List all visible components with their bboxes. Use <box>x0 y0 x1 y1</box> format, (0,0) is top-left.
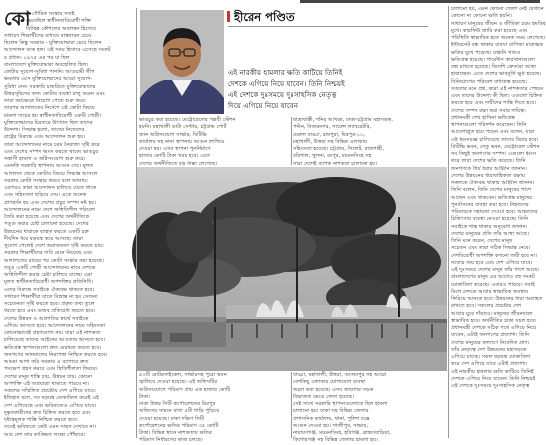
text-line: আর দেশ তার কাঙ্ক্ষিত লক্ষ্যে পৌঁছাবে। <box>4 431 86 438</box>
text-line: সুবিধা দেন। সরকারি চাকরিতে মুক্তিযোদ্ধাদের <box>4 83 96 90</box>
text-line: আদালত থেকে কোটার বিষয়ে সিদ্ধান্ত আসলে <box>4 170 98 177</box>
text-line: বাড্ডা, মহাখালী, উত্তরা, আজমপুর সহ আরো <box>293 372 387 378</box>
text-line: সারা দেশেই ব্যাপক নাশকতা চালানো হয়। <box>293 160 377 167</box>
text-line: বেশকিছু এলাকার যোগাযোগ ব্যবস্থা <box>293 379 366 386</box>
text-line: আদালতের রায়ের পর কোটা সংস্কার করা হয়েছে। <box>4 257 104 264</box>
text-line: নারায়ণগঞ্জ, ময়মনসিংহ, হবিগঞ্জ, ব্রাহ্মণবাড়িয়া, <box>293 430 391 436</box>
text-line: তারপর আদালতের নির্দেশে এই কোটা বিষয়ে <box>4 105 95 112</box>
text-line: কার্যালয় সহ নানা স্থাপনায় আগুন লাগিয়ে <box>139 138 225 145</box>
text-line: এই নারকীয় হামলার ক্ষতি কাটিয়ে তিনিই <box>451 368 534 375</box>
text-line: মিলে দেশকে আবার স্বাভাবিক অবস্থায় <box>451 288 529 295</box>
text-line: সেই সাথে সরকারি স্থাপনাগুলোতে ছিল হামলা <box>293 401 388 407</box>
text-line: ভেবেছিল স্বাধীনতাবিরোধী শক্তি <box>26 18 92 25</box>
text-line: এই দেশকে দুঃসময়ে দুঃসাহসিক নেতৃত্ব <box>451 383 530 389</box>
text-line: এগিয়ে যাচ্ছে। সকল ষড়যন্ত্র মোকাবিলা <box>451 354 531 360</box>
text-line: তিনি বলেন, তিনি দেশের মানুষের পাশে <box>451 187 532 194</box>
text-line: ভাঙচুর করা হয়েছে। মেট্রোরেলের পল্লবী স্টেশন <box>139 117 236 123</box>
text-line: সাধারণ মানুষের জীবন ও জীবিকা চরম হুমকির <box>451 20 546 27</box>
text-line: ধরতে হবে এবং গুজব প্রতিরোধ করতে হবে। <box>4 308 96 315</box>
text-line: দেশের সম্পদ রক্ষা করা সবার দায়িত্ব। <box>451 107 526 114</box>
column-divider <box>291 372 292 438</box>
text-line: রাখতে হবে। সকলের প্রচেষ্টায় দেশ <box>451 303 522 310</box>
text-line: তারা আন্দোলনের নামে চরম নৈরাজ্য সৃষ্টি করে <box>4 141 100 148</box>
text-line: ৫৩টি মোটরসাইকেল, সার্ভারসহ পুরো ভবন <box>139 372 227 378</box>
text-line: আন্দোলন ডাক হল। এই সময় হিসাবে এসেছে সংকট <box>4 47 111 54</box>
text-line: মোকাবিলা করেছে। এবারও পারবে। সবাই <box>451 281 535 288</box>
text-line: স্বাভাবিক হবে। অর্থনীতির চাকা সচল হবে। <box>451 317 537 324</box>
text-line: সরকার কোটা সংস্কার করবে বলে জানায়। <box>4 177 88 184</box>
text-line: আমরা আশা করি সরকার এ ব্যাপারে দ্রুত <box>4 359 89 365</box>
text-line: পরিবারকে সহায়তা দেওয়া হবে। আহতদের <box>451 209 538 215</box>
headline-fragment <box>300 0 540 3</box>
text-line: পঙ্গু করার চেষ্টা চালানো হয়েছে। দেশের <box>4 221 89 228</box>
text-line: সহিংসতা হয়েছে। চট্টগ্রাম, সিলেট, রাজশাহী, <box>293 146 384 152</box>
text-line: জনগণের জানমালের নিরাপত্তা নিশ্চিত করতে হবে। <box>4 351 108 358</box>
text-line: এবং তাদের উদ্দেশ্য কী ছিল। এগুলো চিহ্নিত <box>451 93 543 99</box>
text-line: প্রাণহানি হয় এবং দেশের প্রচুর সম্পদ নষ্ট হয়। <box>4 199 97 206</box>
text-line: কিশোরগঞ্জ সহ বিভিন্ন জেলায় হামলা হয়। <box>293 437 378 444</box>
text-line: তবেই ভবিষ্যতে কেউ এমন সাহস দেখাবে না। <box>4 424 96 431</box>
text-line: দেশের উন্নয়নের ধারাবাহিকতা রক্ষায় <box>451 172 525 179</box>
accent-bar <box>227 11 230 22</box>
text-line: দীর্ঘদিন ধরে ষড়যন্ত্র করে আসছে। তারা <box>4 235 83 242</box>
text-line: প্রধানমন্ত্রী শেখ হাসিনা ক্ষতিগ্রস্ত <box>451 114 515 121</box>
text-line: টা গৌরিক সংস্কার সবাই <box>26 11 75 17</box>
author-name-text: হীরেন পণ্ডিত <box>234 10 295 24</box>
text-line: উন্নয়নের ধারাকে ব্যাহত করতে একটি চক্র <box>4 228 89 235</box>
text-line: দেওয়া হয়। এসব স্থাপনা পুনর্নির্মাণে <box>139 146 211 152</box>
text-line: স্থাপনাগুলো পরিদর্শন করেছেন। তিনি <box>451 122 527 128</box>
text-line: বাংলাদেশের মানুষ এর আগেও বহু সংকট <box>451 274 535 281</box>
text-line: এদের বিরুদ্ধে সবাইকে ঐক্যবদ্ধ থাকতে হবে। <box>4 286 95 293</box>
text-line: তবুও একটি গোষ্ঠী আন্দোলনের নামে দেশকে <box>4 264 96 271</box>
text-line: মুক্তিযোদ্ধাদের চিরতরে উৎখাত ছিল তাদের <box>4 119 93 126</box>
text-line: আগুন দেওয়া হয়। গাজীপুর, সাভার, <box>293 422 369 429</box>
text-line: ইন্টারনেট বন্ধ থাকায় ব্যবসা বাণিজ্য মারাত্মক <box>451 42 544 49</box>
text-line: দেশের মানুষ শান্তি চায়, উন্নয়ন চায়। কোনো <box>4 373 93 380</box>
text-line: পুনর্বাসনের ব্যবস্থা করা হবে। নিহতদের <box>451 201 529 208</box>
text-line: এই ধ্বংসযজ্ঞ চালিয়েছে তাদের বিচার হবে। <box>451 136 539 143</box>
column-divider <box>291 117 292 165</box>
text-line: তিনি মনে করেন, দেশের মানুষ <box>451 238 513 244</box>
text-line: চালানো হয়। ঢাকা সহ বিভিন্ন জেলার <box>293 408 369 415</box>
text-line: পরিস্থিতি স্বাভাবিক হতে অনেক সময় লেগেছে। <box>451 35 546 41</box>
text-line: জনগণকে ধৈর্য ধরার আহ্বান জানান। <box>451 165 527 172</box>
text-line: বিভাজক ভেঙে ফেলা হয়েছে। <box>293 393 355 400</box>
text-line: চালানো হয়, এমন কোনো জেলা নেই যেখানে <box>451 6 544 12</box>
text-line: কর্পোরেশনের ক্ষতির পরিমাণ ৩৫ কোটি <box>139 422 219 429</box>
pull-quote-line: দেশকে এগিয়ে নিয়ে যাবেন। তিনি নিশ্চয়ই <box>228 79 345 88</box>
author-name <box>227 10 367 24</box>
text-line: এবং সহিংসতা ছড়িয়ে দেয়। এতে অনেক <box>4 192 87 199</box>
text-line: কোটার সুযোগ-সুবিধা পাননি। আওয়ামী লীগ <box>4 69 95 75</box>
text-line: সচেতনতা সৃষ্টি করতে হবে। প্রকৃত তথ্য তুলে <box>4 301 95 307</box>
text-line: সন্ত্রাসী হামলা ও অগ্নিসংযোগ শুরু করে। <box>4 156 86 162</box>
text-line: মামলা দায়ের হয় স্বাধীনতাবিরোধী একটি গোষ্ঠী। <box>4 112 102 119</box>
text-line: পরিমাণ নির্ধারণের কাজ চলছে। <box>139 437 203 444</box>
divider-line <box>228 26 428 27</box>
article-column-middle-right <box>293 117 443 167</box>
text-line: কোনোভাবেই গ্রহণযোগ্য নয়। যারা এই নাশকতা <box>4 330 101 336</box>
text-line: সুযোগ পেলেই দেশে অরাজকতা সৃষ্টি করতে চায়। <box>4 243 104 249</box>
text-line: রাষ্ট্রের বিরুদ্ধে এবং আন্দোলন শুরু হয়। <box>4 134 85 141</box>
text-line: আবার ঘুরে দাঁড়াবে। মানুষের জীবনযাত্রা <box>451 310 533 317</box>
text-line: এমনকি সরকারি স্থাপনায় আগুন দেয়। মূলত <box>4 163 94 170</box>
text-line: উত্তরসূরিদের জন্য কোটার ব্যবস্থা চালু করেন এবং <box>4 90 105 97</box>
text-line: হয়নি। মহাখালী ডাটা সেন্টার, চট্টগ্রাম পোর্ট <box>139 124 227 131</box>
text-line: দৃষ্টান্তমূলক শাস্তি নিশ্চিত করতে হবে। <box>4 417 78 423</box>
text-line: সাধারণ শিক্ষার্থীদের মাধ্যমে বাস্তবায়ন চেয়ে <box>4 32 92 39</box>
text-line: অপশক্তি এই অগ্রযাত্রা থামাতে পারবে না। <box>4 380 90 387</box>
text-line: ফিরিয়ে আনতে হবে। উন্নয়নের ধারা অব্যাহত <box>451 296 543 302</box>
text-line: চিকিৎসার ব্যবস্থা নেওয়া হয়েছে। তিনি <box>451 216 529 223</box>
text-line: তৈরি করা হয়েছে এবং দেশের অর্থনীতিকে <box>4 214 90 220</box>
text-line: সত্যের জয় হবে এবং দেশ এগিয়ে যাবে। <box>451 259 533 266</box>
text-line: সব কিছুই জনগণের সম্পদ। এগুলো ধ্বংস <box>451 151 537 157</box>
news-photo-fire <box>136 167 447 371</box>
text-line: র প্রধান। ১৯৭৫ এর পর যা ছিল <box>4 54 70 61</box>
text-line: উদ্দেশ্য। সিদ্ধান্ত হলো, তাদের নিজেদের <box>4 127 85 133</box>
text-line: এবং দেশের সম্পদ ধ্বংস করতে থাকে। ভাঙচুর <box>4 148 99 155</box>
text-line: দেশবিরোধী অপশক্তি কখনো জয়ী হবে না। <box>451 252 538 259</box>
text-line: তারা কর্মক্ষেত্রে নিয়োগ পেতে শুরু করে। <box>4 98 86 104</box>
text-line: টাকা। <box>139 393 151 400</box>
text-line: অস্থিতিশীল করার চেষ্টা চালিয়ে যাচ্ছে। এরা <box>4 272 93 278</box>
text-line: হারাচ্ছেন। এতে দেশের ভাবমূর্তি ক্ষুণ্ণ হয়েছে। <box>451 71 542 78</box>
article-column-bottom-left <box>139 372 289 444</box>
drop-cap: কো <box>4 8 31 30</box>
text-line: মেরুল বাড্ডা, রামপুরা, মিরপুর-১০, <box>293 131 366 138</box>
text-line: বাংলাদেশে মুক্তিযোদ্ধারা অবহেলিত ছিল। <box>4 61 89 68</box>
text-line: সরকার শিক্ষার্থীদের দাবি মেনে নিয়েছে এবং <box>4 250 93 257</box>
text-line: বন্ধ রাখতে হয়েছে। বিদেশি ক্রেতারা আস্থা <box>451 64 536 70</box>
column-divider <box>136 8 137 438</box>
text-line: পল্টন, বিজয়নগর, সায়েন্স ল্যাবরেটরি, <box>293 124 372 131</box>
text-line: সকলকে ঐক্যবদ্ধ থাকার আহ্বান জানান। <box>451 180 535 186</box>
pull-quote-line: এই নারকীয় হামলার ক্ষতি কাটিয়ে তিনিই <box>228 68 343 77</box>
text-line: তাঁর নেতৃত্বে দেশ উন্নয়নের মহাসড়কে <box>451 346 527 353</box>
article-column-left <box>4 8 134 439</box>
text-line: বরিশাল, খুলনা, রংপুর, ময়মনসিংহ সহ <box>293 153 372 160</box>
text-line: আছেন এবং থাকবেন। ক্ষতিগ্রস্ত মানুষের <box>451 194 532 201</box>
text-line: ক্ষমতায় এসে মুক্তিযোদ্ধাদের আরো সুযোগ- <box>4 76 93 83</box>
text-line: মুখে। কারফিউ জারি করা হয়েছে এবং <box>451 27 528 34</box>
text-line: জান অগ্নিসংযোগ সার্ভার, বিটিভি <box>139 131 207 138</box>
text-line: সাধারণ শিক্ষার্থীরা যাতে বিভ্রান্ত না হয় সেজন্য <box>4 293 98 300</box>
text-line: প্রধানমন্ত্রী দেশকে সঠিক পথে এগিয়ে নিয়ে <box>451 325 537 331</box>
text-line: ক্ষতিগ্রস্ত স্থাপনাগুলো দ্রুত মেরামত করতে হবে। <box>4 344 102 351</box>
text-line: চালিয়েছে তাদের আইনের আওতায় আনতে হবে। <box>4 337 106 344</box>
text-line: পদক্ষেপ গ্রহণ করবে এবং স্থিতিশীলতা ফিরবে। <box>4 366 98 373</box>
text-line: বিটিভি ভবন, সেতু ভবন, মেট্রোরেল স্টেশন <box>451 143 540 150</box>
article-column-middle-left <box>139 117 289 167</box>
text-line: সবাইকে শান্ত থাকার অনুরোধ জানান। <box>451 223 528 230</box>
text-line: হাজার কোটি টাকা খরচ হবে। এতে <box>139 153 211 160</box>
text-line: দেশের অর্থনীতিতে বড় ধাক্কা লেগেছে। <box>139 160 218 167</box>
text-line: সচেতন এবং তারা সঠিক সিদ্ধান্ত নেবে। <box>451 245 531 252</box>
author-photo <box>140 10 224 114</box>
text-line: দুষ্কৃতকারীদের দ্রুত চিহ্নিত করতে হবে এবং <box>4 409 91 416</box>
text-line: মূলত স্বাধীনতাবিরোধী অপশক্তির প্রতিনিধি। <box>4 279 93 286</box>
text-line: করে তারা দেশের ক্ষতি করেছে। তিনি <box>451 158 526 165</box>
pull-quote-line: দিয়ে এগিয়ে নিয়ে যাবেন <box>228 101 299 110</box>
text-line: অচল করা হয়েছে। এসব জায়গার সড়ক <box>293 386 374 393</box>
text-line: সকলের মনে প্রশ্ন, কারা এই নাশকতার পেছনে <box>451 85 544 92</box>
text-line: দেশের মানুষের প্রতি তাঁর আস্থা আছে। <box>451 230 529 237</box>
text-line: আন্দোলনের নামে দেশে অস্থিতিশীল পরিবেশ <box>4 206 95 213</box>
pull-quote <box>228 67 426 111</box>
text-line: দেশের মানুষের কল্যাণে নিবেদিত প্রাণ। <box>451 339 530 346</box>
text-line: এরপরও তারা আন্দোলন চালিয়ে যেতে থাকে <box>4 185 97 191</box>
column-divider <box>448 6 449 438</box>
text-line: জ্বালিয়ে দেওয়া হয়েছে। এই অফিসটির <box>139 379 218 386</box>
text-line: দেওয়া হয়েছে। ঢাকা দক্ষিণ সিটি <box>139 415 205 422</box>
text-line: করে দেশ এগিয়ে যাবে এটাই প্রত্যাশা। <box>451 361 528 368</box>
text-line: ছাত্ৰাবাস্তী, শনির আখড়া, ঢাকা-চট্টগ্রাম মহাসড়ক, <box>293 117 393 123</box>
text-line: এই দুঃসময়ে দেশের মানুষ তাঁর পাশে আছে। <box>451 267 540 273</box>
text-line: করতে হবে এবং দায়ীদের শাস্তি দিতে হবে। <box>451 100 537 107</box>
text-line: ইতিহাস বলে, সব ষড়যন্ত্র মোকাবিলা করেই এই <box>4 395 99 402</box>
text-line: ঢাকা উত্তর সিটি কর্পোরেশনের মিরপুর <box>139 401 216 407</box>
text-line: বিনিয়োগের পরিবেশ বাধাগ্রস্ত হয়েছে। <box>451 78 528 85</box>
text-line: যাবেন, এটাই জনগণের প্রত্যাশা। তিনি <box>451 332 530 339</box>
article-column-bottom-right <box>293 372 445 444</box>
text-line: ক্ষতিগ্রস্ত হয়েছে। গার্মেন্টস কারখানাগুলো <box>451 56 536 63</box>
text-line: মহাখালী, উত্তরা সহ বিভিন্ন এলাকায় <box>293 138 368 145</box>
pull-quote-line: এই দেশকে দুঃসময়ে দুঃসাহসিক নেতৃত্ব <box>228 90 337 99</box>
text-line: আবেগাপ্লুত হয়ে পড়েন এবং বলেন, যারা <box>451 129 535 136</box>
text-line: অফিসের সামনে রাখা ৫টি গাড়ি পুড়িয়ে <box>139 408 220 415</box>
text-line: প্রশাসনিক কার্যালয়, থানা, পুলিশ বক্সে <box>293 415 370 422</box>
text-line: অগ্নিসংযোগে পরিমাণ প্রায় এক হাজার কোটি <box>139 386 231 393</box>
text-line: ক্ষতির মুখে পড়েছে। রপ্তানি খাতও <box>451 49 521 56</box>
text-line: কোনো না কোনো ক্ষতি হয়নি। <box>451 13 512 20</box>
text-line: ছিলেন কিন্তু সরকার - মুক্তিযোদ্ধারা চেয়ে ছিলেন <box>4 40 102 46</box>
text-line: দেশ এগিয়েছে এবং ভবিষ্যতেও এগিয়ে যাবে। <box>4 402 97 409</box>
text-line: এগিয়ে আসতে হবে। আন্দোলনের নামে সহিংসতা <box>4 322 106 329</box>
text-line: বিচ্ছিন্ন কৌশলের অবলম্বন হিসেবে <box>26 25 96 32</box>
text-line: সকলের সম্মিলিত প্রচেষ্টায় দেশ এগিয়ে যাবে। <box>4 388 96 394</box>
text-line: দেশের উন্নয়ন ও অগ্রগতির স্বার্থে সবাইকে <box>4 315 89 322</box>
article-column-right <box>451 6 546 440</box>
text-line: টাকা। বিভিন্ন স্থানে নাশকতায় ক্ষতির <box>139 430 212 436</box>
text-line: দেশকে এগিয়ে নিয়ে যাবেন। তিনি নিশ্চয়ই <box>451 375 536 382</box>
